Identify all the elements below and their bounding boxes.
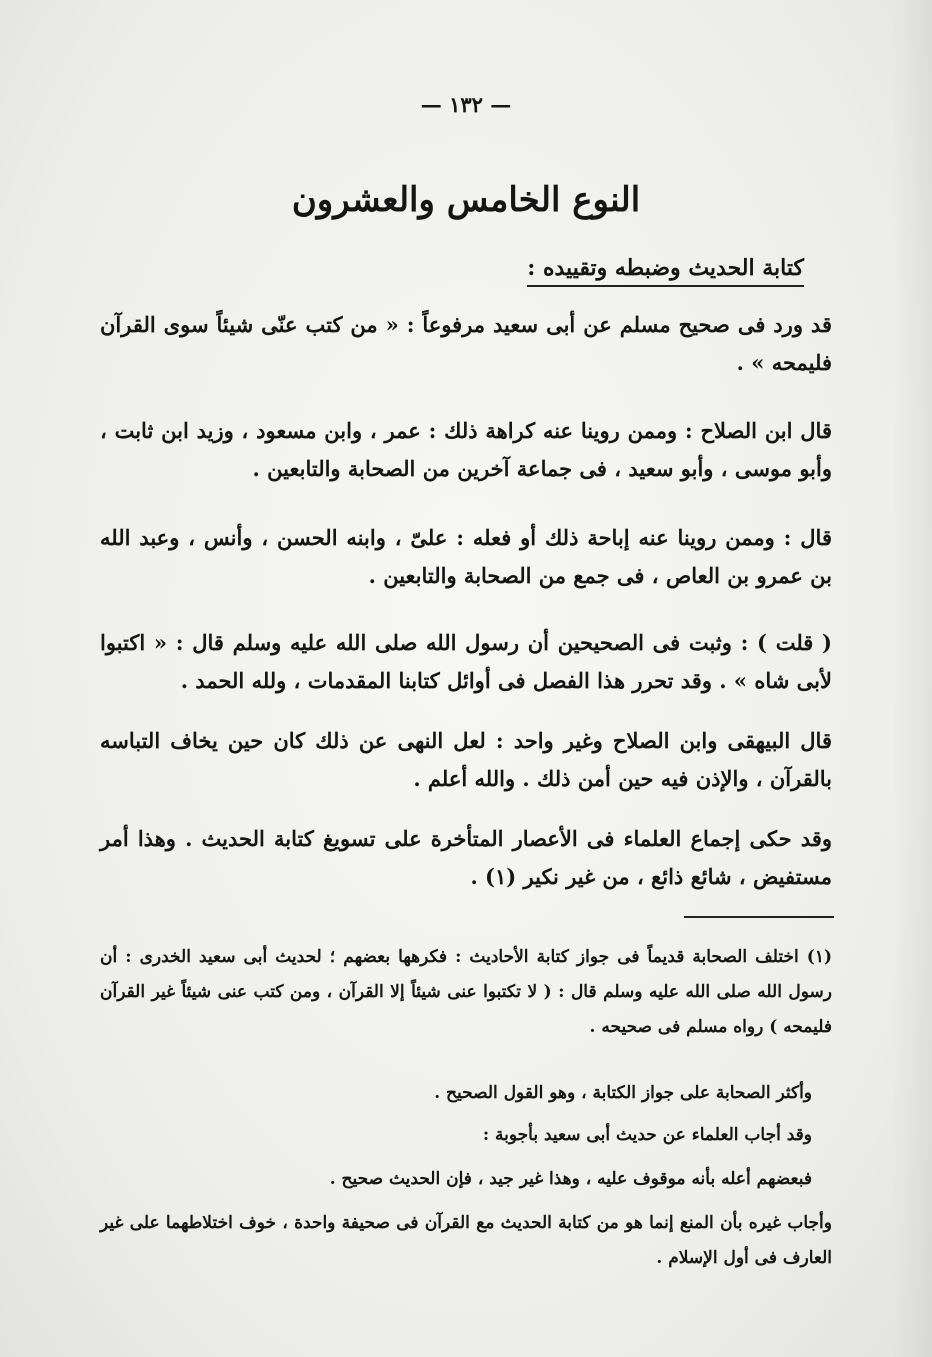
body-paragraph: قال : وممن روينا عنه إباحة ذلك أو فعله : علىّ ، وابنه الحسن ، وأنس ، وعبد الله بن عمرو بن العاص ، فى جمع من الصحابة والتابعين . [100,525,832,588]
section-heading: كتابة الحديث وضبطه وتقييده : [527,255,804,287]
footnote: وأكثر الصحابة على جواز الكتابة ، وهو القول الصحيح . [434,1083,812,1103]
page-number: — ١٣٢ — [420,92,512,117]
body-paragraph: قد ورد فى صحيح مسلم عن أبى سعيد مرفوعاً : « من كتب عنّى شيئاً سوى القرآن فليمحه » . [100,312,832,375]
footnote: (١) اختلف الصحابة قديماً فى جواز كتابة الأحاديث : فكرهها بعضهم ؛ لحديث أبى سعيد الخدرى : أن رسول الله صلى الله عليه وسلم قال : ( لا تكتبوا عنى شيئاً إلا القرآن ، ومن كتب عنى شيئاً غير القرآن فليمحه ) رواه مسلم فى صحيحه . [100,947,832,1037]
body-paragraph: وقد حكى إجماع العلماء فى الأعصار المتأخرة على تسويغ كتابة الحديث . وهذا أمر مستفيض ، شائع ذائع ، من غير نكير (١) . [100,826,832,889]
footnote: وقد أجاب العلماء عن حديث أبى سعيد بأجوبة : [482,1125,812,1145]
body-paragraph: قال ابن الصلاح : وممن روينا عنه كراهة ذلك : عمر ، وابن مسعود ، وزيد ابن ثابت ، وأبو موسى ، وأبو سعيد ، فى جماعة آخرين من الصحابة والتابعين . [100,418,832,481]
body-paragraph: ( قلت ) : وثبت فى الصحيحين أن رسول الله صلى الله عليه وسلم قال : « اكتبوا لأبى شاه » . وقد تحرر هذا الفصل فى أوائل كتابنا المقدمات ، ولله الحمد . [100,630,832,693]
footnote-divider [684,916,834,918]
chapter-title: النوع الخامس والعشرون [291,180,641,220]
footnote: فبعضهم أعله بأنه موقوف عليه ، وهذا غير جيد ، فإن الحديث صحيح . [329,1169,812,1189]
body-paragraph: قال البيهقى وابن الصلاح وغير واحد : لعل النهى عن ذلك كان حين يخاف التباسه بالقرآن ، والإذن فيه حين أمن ذلك . والله أعلم . [100,728,832,791]
footnote: وأجاب غيره بأن المنع إنما هو من كتابة الحديث مع القرآن فى صحيفة واحدة ، خوف اختلاطهما على غير العارف فى أول الإسلام . [100,1213,832,1268]
